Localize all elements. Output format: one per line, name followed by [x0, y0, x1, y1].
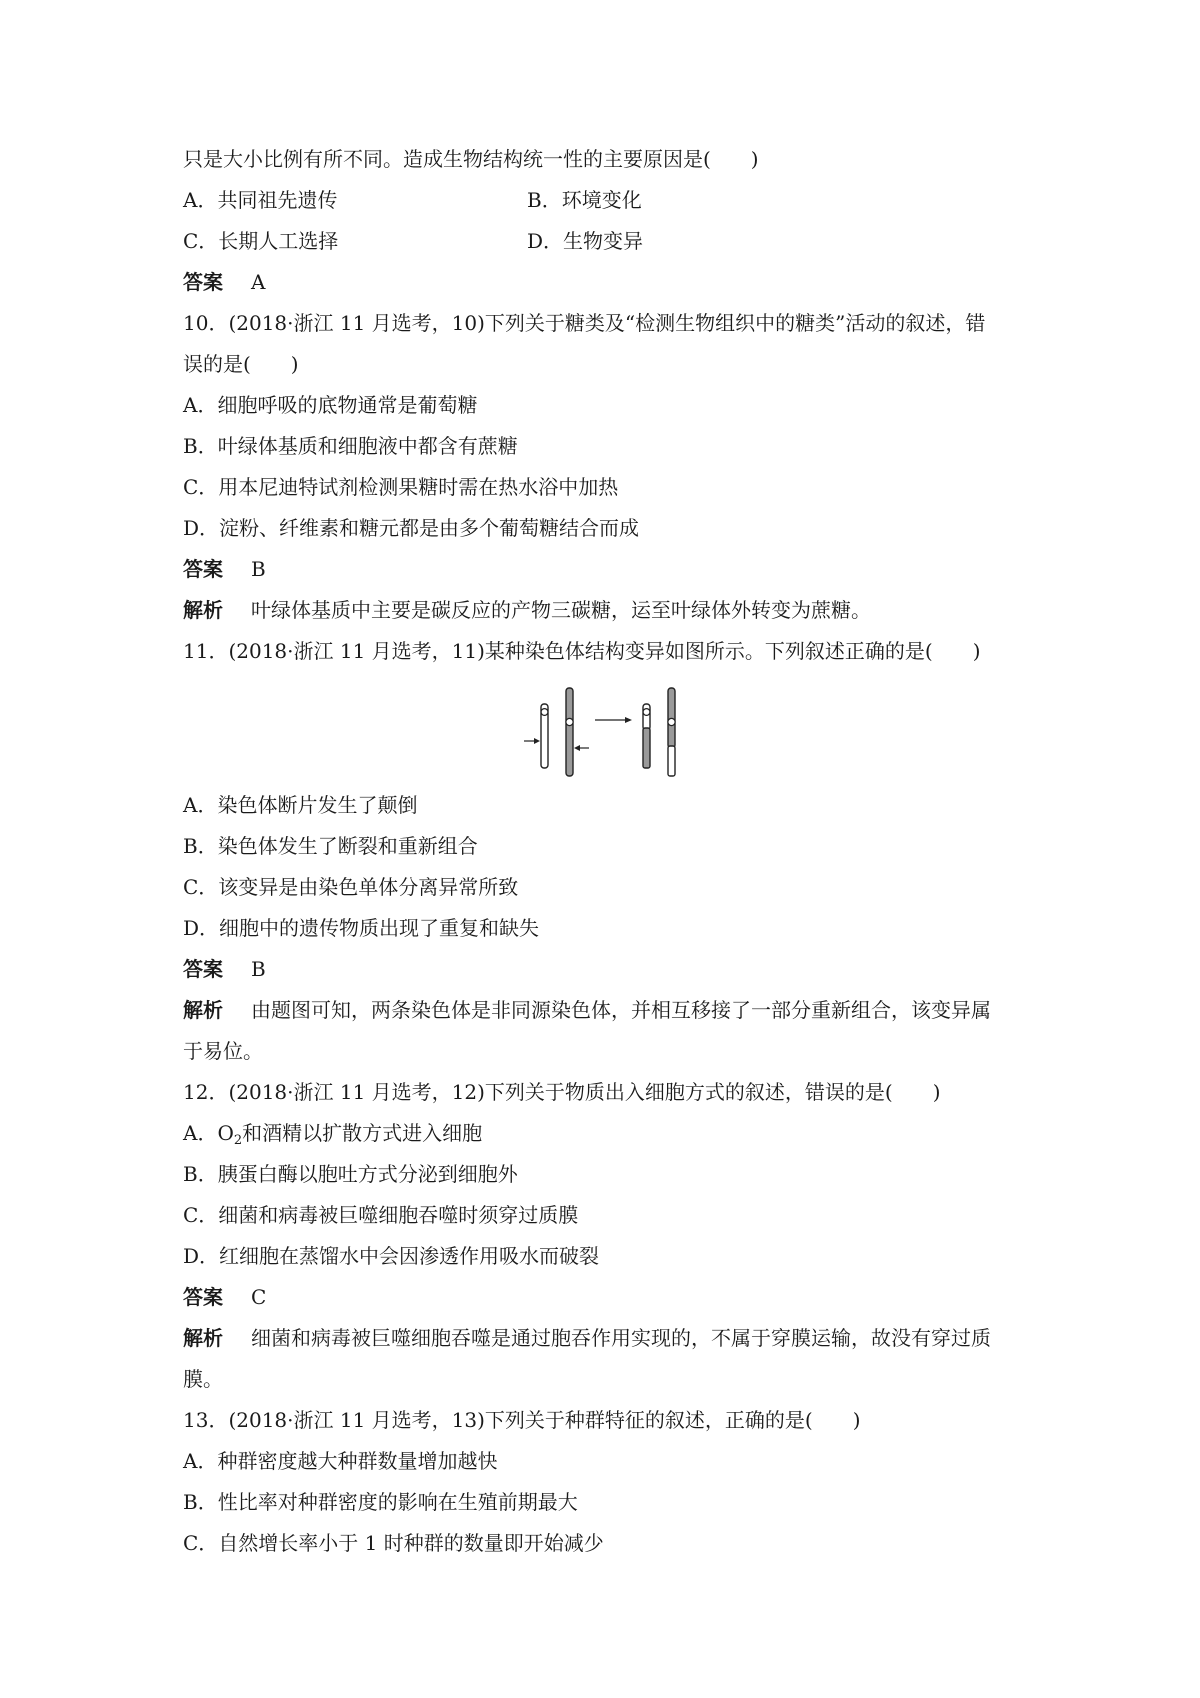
q11-stem: 11．(2018·浙江 11 月选考，11)某种染色体结构变异如图所示。下列叙述正确的是( )	[183, 639, 981, 663]
answer-label: 答案	[183, 557, 223, 581]
q10-option-a: A．细胞呼吸的底物通常是葡萄糖	[183, 393, 478, 417]
analysis-text: 由题图可知，两条染色体是非同源染色体，并相互移接了一部分重新组合，该变异属	[251, 998, 991, 1022]
q11-answer	[183, 954, 266, 984]
q12-analysis-line2: 膜。	[183, 1367, 223, 1391]
answer-value: C	[251, 1285, 267, 1309]
q12-answer	[183, 1282, 266, 1312]
chromosome-left-long	[566, 688, 573, 776]
q12-stem: 12．(2018·浙江 11 月选考，12)下列关于物质出入细胞方式的叙述，错误的是( )	[183, 1080, 941, 1104]
q10-stem-line2: 误的是( )	[183, 352, 299, 376]
q12-option-a-prefix: A．O	[183, 1121, 234, 1145]
q13-stem: 13．(2018·浙江 11 月选考，13)下列关于种群特征的叙述，正确的是( )	[183, 1408, 861, 1432]
answer-label: 答案	[183, 270, 223, 294]
q11-option-d: D．细胞中的遗传物质出现了重复和缺失	[183, 916, 540, 940]
answer-label: 答案	[183, 1285, 223, 1309]
q11-analysis-line1	[183, 995, 991, 1025]
break-arrow-right	[574, 745, 589, 751]
q9-answer	[183, 267, 265, 297]
chromosome-left-short	[541, 704, 548, 768]
chromosome-right-long	[668, 688, 675, 776]
q12-option-a-suffix: 和酒精以扩散方式进入细胞	[242, 1121, 483, 1145]
q9-option-a: A．共同祖先遗传	[183, 188, 338, 212]
q13-option-a: A．种群密度越大种群数量增加越快	[183, 1449, 498, 1473]
q10-analysis	[183, 595, 871, 625]
answer-label: 答案	[183, 957, 223, 981]
q10-stem-line1: 10．(2018·浙江 11 月选考，10)下列关于糖类及“检测生物组织中的糖类”活动的叙述，错	[183, 311, 986, 335]
q9-options-row2	[183, 226, 983, 256]
q12-option-a	[183, 1118, 482, 1156]
q13-option-b: B．性比率对种群密度的影响在生殖前期最大	[183, 1490, 578, 1514]
answer-value: A	[251, 270, 266, 294]
analysis-label: 解析	[183, 1326, 223, 1350]
q12-option-a-subscript: 2	[233, 1133, 243, 1148]
q12-option-d: D．红细胞在蒸馏水中会因渗透作用吸水而破裂	[183, 1244, 600, 1268]
q13-option-c: C．自然增长率小于 1 时种群的数量即开始减少	[183, 1531, 604, 1555]
q9-option-c: C．长期人工选择	[183, 229, 339, 253]
q10-option-b: B．叶绿体基质和细胞液中都含有蔗糖	[183, 434, 518, 458]
analysis-label: 解析	[183, 598, 223, 622]
q11-analysis-line2: 于易位。	[183, 1039, 263, 1063]
q9-options-row1	[183, 185, 983, 215]
q12-option-b: B．胰蛋白酶以胞吐方式分泌到细胞外	[183, 1162, 518, 1186]
q9-option-d: D．生物变异	[527, 229, 644, 253]
analysis-text: 细菌和病毒被巨噬细胞吞噬是通过胞吞作用实现的，不属于穿膜运输，故没有穿过质	[251, 1326, 991, 1350]
break-arrow-left	[524, 738, 540, 744]
analysis-text: 叶绿体基质中主要是碳反应的产物三碳糖，运至叶绿体外转变为蔗糖。	[251, 598, 871, 622]
q12-option-c: C．细菌和病毒被巨噬细胞吞噬时须穿过质膜	[183, 1203, 579, 1227]
q9-stem-tail: 只是大小比例有所不同。造成生物结构统一性的主要原因是( )	[183, 147, 759, 171]
answer-value: B	[251, 957, 266, 981]
chromosome-right-short	[643, 704, 650, 768]
q11-option-b: B．染色体发生了断裂和重新组合	[183, 834, 478, 858]
q11-option-c: C．该变异是由染色单体分离异常所致	[183, 875, 519, 899]
q10-option-d: D．淀粉、纤维素和糖元都是由多个葡萄糖结合而成	[183, 516, 640, 540]
q10-option-c: C．用本尼迪特试剂检测果糖时需在热水浴中加热	[183, 475, 619, 499]
answer-value: B	[251, 557, 266, 581]
q11-option-a: A．染色体断片发生了颠倒	[183, 793, 418, 817]
q10-answer	[183, 554, 266, 584]
transformation-arrow	[595, 717, 632, 723]
q9-option-b: B．环境变化	[527, 188, 642, 212]
q12-analysis-line1	[183, 1323, 991, 1353]
analysis-label: 解析	[183, 998, 223, 1022]
chromosome-translocation-figure	[515, 685, 690, 780]
